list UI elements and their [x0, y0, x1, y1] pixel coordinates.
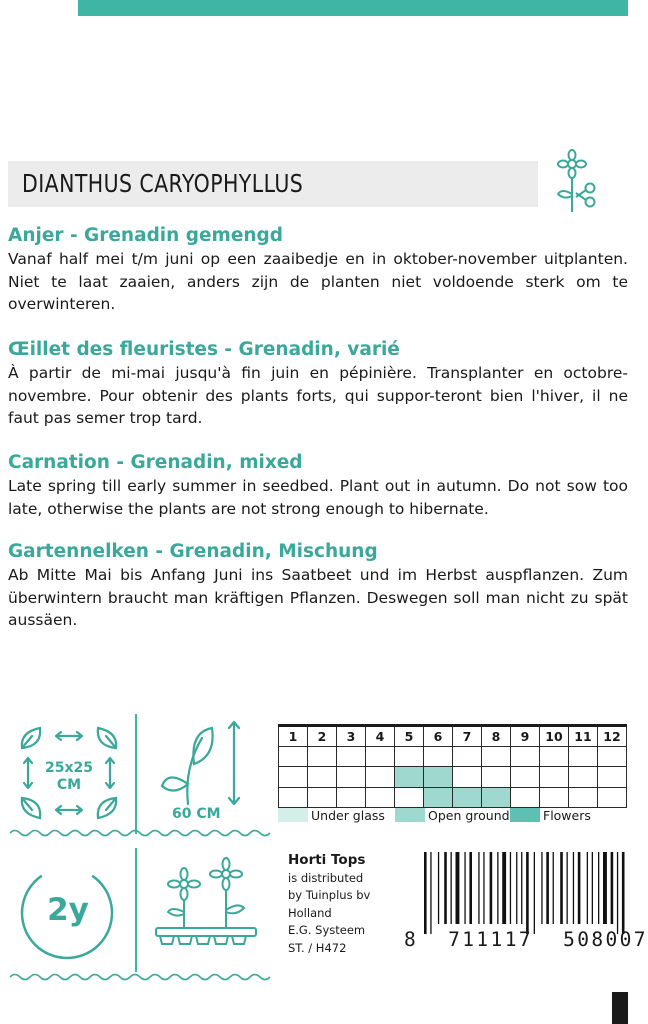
barcode-bar [464, 852, 465, 924]
barcode-bar [573, 852, 574, 924]
barcode-bar [541, 852, 542, 924]
calendar-cell [366, 787, 395, 808]
barcode-bar [587, 852, 588, 924]
section-text: À partir de mi-mai jusqu'à fin juin en pépinière. Transplanter en octobre-novembre. Pour obtenir des plants forts, qui suppor-teront bien l'hiver, il ne faut pas semer trop tard. [8, 364, 628, 427]
calendar-cell [337, 767, 366, 788]
legend-under-glass [278, 806, 385, 824]
barcode-bar [611, 852, 614, 924]
wavy-divider [10, 972, 270, 982]
barcode-bar [553, 852, 554, 924]
spacing-value: 25x25 [45, 760, 93, 776]
legend-swatch [278, 808, 308, 822]
barcode-bar [483, 852, 484, 924]
calendar-cell [569, 787, 598, 808]
distributor-info [288, 852, 400, 957]
legend-flowers [510, 806, 591, 824]
legend-label: Under glass [311, 807, 385, 823]
barcode-bar [534, 852, 535, 934]
calendar-cell [540, 746, 569, 767]
barcode-bar [560, 852, 563, 924]
calendar-month-9: 9 [511, 726, 540, 747]
calendar-month-12: 12 [598, 726, 627, 747]
calendar-cell [453, 787, 482, 808]
legend-open-ground [395, 806, 510, 824]
barcode-bar [502, 852, 506, 924]
section-text: Late spring till early summer in seedbed. Plant out in autumn. Do not sow too late, otherwise the plants are not strong enough to hibernate. [8, 477, 628, 518]
barcode-bar [424, 852, 427, 934]
barcode-right-group: 508007 [563, 928, 648, 951]
calendar-cell [482, 787, 511, 808]
legend-label: Flowers [543, 807, 591, 823]
calendar-cell [482, 767, 511, 788]
species-latin-name: DIANTHUS CARYOPHYLLUS [22, 169, 304, 198]
barcode-bar [603, 852, 607, 924]
calendar-cell [598, 767, 627, 788]
calendar-row [279, 746, 627, 767]
calendar-cell [337, 787, 366, 808]
calendar-cell [511, 746, 540, 767]
barcode-bar [456, 852, 460, 924]
wavy-divider [10, 828, 270, 838]
calendar-cell [598, 746, 627, 767]
calendar-cell [453, 746, 482, 767]
distributor-line: by Tuinplus bv [288, 888, 371, 902]
section-french [8, 338, 628, 430]
calendar-month-8: 8 [482, 726, 511, 747]
barcode-bar [521, 852, 522, 924]
seed-tray-flowers-icon [150, 850, 262, 950]
barcode-bar [516, 852, 517, 924]
plant-height-icon [150, 718, 250, 808]
calendar-month-row [279, 726, 627, 747]
section-text: Vanaf half mei t/m juni op een zaaibedje en in oktober-november uitplanten. Niet te laat zaaien, anders zijn de planten niet voldoende sterk om te overwinteren. [8, 250, 628, 313]
legend-swatch [510, 808, 540, 822]
calendar-cell [424, 746, 453, 767]
calendar-cell [511, 787, 540, 808]
barcode-bar [490, 852, 493, 924]
calendar-month-1: 1 [279, 726, 308, 747]
barcode-bar [510, 852, 511, 924]
calendar-cell [308, 767, 337, 788]
calendar-month-11: 11 [569, 726, 598, 747]
calendar-cell [337, 746, 366, 767]
section-title: Anjer - Grenadin gemengd [8, 225, 284, 246]
section-title: Gartennelken - Grenadin, Mischung [8, 541, 378, 562]
calendar-cell [308, 746, 337, 767]
barcode-bar [469, 852, 472, 924]
calendar-cell [424, 787, 453, 808]
calendar-cell [395, 787, 424, 808]
calendar-cell [569, 746, 598, 767]
calendar-month-6: 6 [424, 726, 453, 747]
calendar-cell [279, 746, 308, 767]
print-registration-mark [612, 992, 628, 1024]
section-title: Carnation - Grenadin, mixed [8, 452, 303, 473]
barcode-bar [592, 852, 593, 924]
distributor-line: E.G. Systeem [288, 923, 366, 937]
icon-divider-vertical [135, 848, 137, 972]
spacing-label [44, 760, 94, 794]
barcode-bar [617, 852, 618, 934]
barcode-bar [546, 852, 549, 924]
top-accent-bar [78, 0, 628, 16]
calendar-month-5: 5 [395, 726, 424, 747]
calendar-cell [395, 746, 424, 767]
height-value: 60 CM [172, 806, 221, 822]
calendar-cell [366, 746, 395, 767]
calendar-month-3: 3 [337, 726, 366, 747]
calendar-month-7: 7 [453, 726, 482, 747]
flower-scissors-icon [552, 150, 608, 216]
calendar-cell [395, 767, 424, 788]
section-title: Œillet des fleuristes - Grenadin, varié [8, 339, 400, 360]
calendar-cell [511, 767, 540, 788]
distributor-line: Holland [288, 905, 332, 920]
section-dutch [8, 224, 628, 316]
barcode-bar [444, 852, 447, 924]
calendar-month-10: 10 [540, 726, 569, 747]
calendar-cell [424, 767, 453, 788]
calendar-cell [279, 767, 308, 788]
calendar-cell [540, 787, 569, 808]
barcode-bar [578, 852, 581, 924]
calendar-row [279, 787, 627, 808]
calendar-cell [308, 787, 337, 808]
barcode-bar [430, 852, 431, 934]
spacing-unit: CM [56, 777, 82, 793]
barcode-bar [622, 852, 625, 934]
calendar-month-4: 4 [366, 726, 395, 747]
barcode-number [404, 928, 648, 951]
calendar-cell [540, 767, 569, 788]
section-text: Ab Mitte Mai bis Anfang Juni ins Saatbeet und im Herbst auspflanzen. Zum überwintern braucht man kräftigen Pflanzen. Deswegen soll man nicht zu spät aussäen. [8, 566, 628, 629]
legend-swatch [395, 808, 425, 822]
section-german [8, 540, 628, 632]
barcode-bar [598, 852, 599, 924]
barcode-bar [451, 852, 452, 924]
calendar-cell [598, 787, 627, 808]
calendar-cell [482, 746, 511, 767]
distributor-line: is distributed [288, 870, 364, 885]
sowing-calendar [278, 724, 627, 808]
barcode-first-digit: 8 [404, 928, 417, 951]
calendar-month-2: 2 [308, 726, 337, 747]
icon-divider-vertical [135, 714, 137, 834]
barcode-bar [567, 852, 568, 924]
calendar-cell [453, 767, 482, 788]
barcode-bar [526, 852, 529, 934]
section-english [8, 451, 628, 520]
legend-label: Open ground [428, 807, 510, 823]
barcode-left-group: 711117 [448, 928, 533, 951]
barcode-bar [497, 852, 498, 924]
calendar-cell [279, 787, 308, 808]
calendar-row [279, 767, 627, 788]
distributor-line: ST. / H472 [288, 940, 347, 955]
biennial-label: 2y [47, 892, 89, 928]
calendar-cell [366, 767, 395, 788]
brand-name: Horti Tops [288, 852, 366, 868]
barcode-bar [478, 852, 479, 924]
barcode-bar [438, 852, 439, 924]
species-header-band [8, 161, 538, 207]
calendar-cell [569, 767, 598, 788]
